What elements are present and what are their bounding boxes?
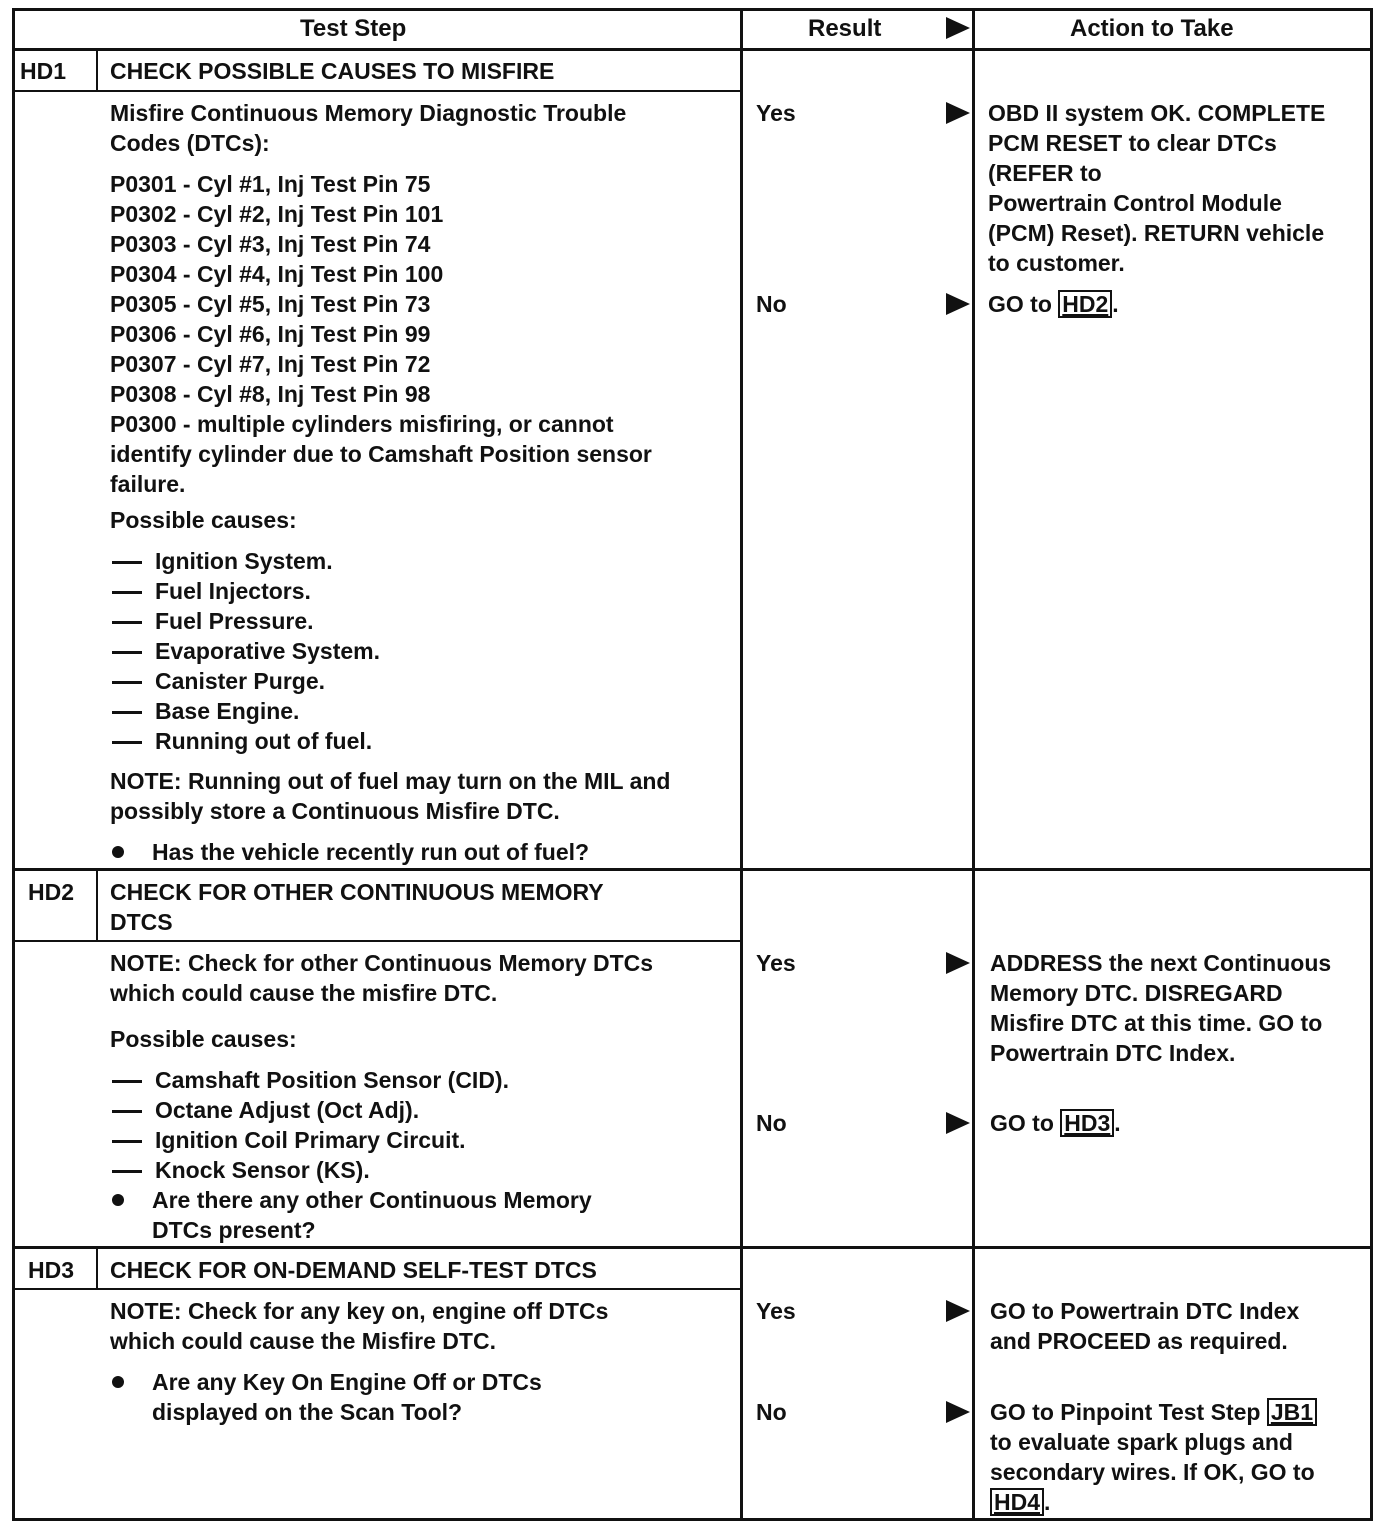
dash-bullet xyxy=(112,711,142,714)
hd1-title: CHECK POSSIBLE CAUSES TO MISFIRE xyxy=(110,58,555,84)
hd1-yes-action-line: PCM RESET to clear DTCs xyxy=(988,130,1277,156)
hd2-question-line: DTCs present? xyxy=(152,1217,316,1243)
hd1-cause-item: Fuel Pressure. xyxy=(155,608,314,634)
hd1-code-line: P0302 - Cyl #2, Inj Test Pin 101 xyxy=(110,201,444,227)
hd1-no-action-prefix: GO to xyxy=(988,291,1052,317)
hd3-no-action-prefix: GO to Pinpoint Test Step xyxy=(990,1399,1261,1425)
bullet-dot xyxy=(112,846,124,858)
no-arrow-icon xyxy=(946,1112,970,1134)
hd3-yes-action-line: GO to Powertrain DTC Index xyxy=(990,1298,1300,1324)
yes-arrow-icon xyxy=(946,1300,970,1322)
hd3-title: CHECK FOR ON-DEMAND SELF-TEST DTCS xyxy=(110,1257,597,1283)
hd1-cause-item: Ignition System. xyxy=(155,548,333,574)
hd1-cause-item: Canister Purge. xyxy=(155,668,325,694)
hd3-no-label: No xyxy=(756,1399,787,1425)
hd1-code-line: P0301 - Cyl #1, Inj Test Pin 75 xyxy=(110,171,431,197)
hd1-step-id: HD1 xyxy=(20,58,67,84)
hd1-yes-action-line: to customer. xyxy=(988,250,1125,276)
hd2-question-line: Are there any other Continuous Memory xyxy=(152,1187,592,1213)
column-divider-action xyxy=(972,8,975,1521)
hd1-yes-action-line: (REFER to xyxy=(988,160,1102,186)
hd1-yes-action-line: OBD II system OK. COMPLETE xyxy=(988,100,1326,126)
row-divider-hd2-hd3 xyxy=(12,1246,1373,1249)
hd2-yes-action-line: Powertrain DTC Index. xyxy=(990,1040,1236,1066)
dash-bullet xyxy=(112,741,142,744)
hd3-question-line: Are any Key On Engine Off or DTCs xyxy=(152,1369,542,1395)
dash-bullet xyxy=(112,561,142,564)
no-arrow-icon xyxy=(946,1401,970,1423)
no-arrow-icon xyxy=(946,293,970,315)
hd1-code-line: P0307 - Cyl #7, Inj Test Pin 72 xyxy=(110,351,431,377)
hd1-code-line: identify cylinder due to Camshaft Position sensor xyxy=(110,441,652,467)
hd3-question-line: displayed on the Scan Tool? xyxy=(152,1399,463,1425)
table-border-bottom xyxy=(12,1518,1373,1521)
hd2-title-line: CHECK FOR OTHER CONTINUOUS MEMORY xyxy=(110,879,604,905)
hd3-no-action-suffix: . xyxy=(1044,1489,1051,1515)
hd3-step-id: HD3 xyxy=(28,1257,75,1283)
hd1-yes-label: Yes xyxy=(756,100,796,126)
yes-arrow-icon xyxy=(946,102,970,124)
table-border-left xyxy=(12,8,15,1521)
hd3-no-action-line xyxy=(990,1397,1317,1427)
dash-bullet xyxy=(112,1170,142,1173)
hd3-yes-label: Yes xyxy=(756,1298,796,1324)
hd2-title-line: DTCS xyxy=(110,909,173,935)
header-bottom-line xyxy=(12,48,1373,51)
hd1-cause-item: Evaporative System. xyxy=(155,638,381,664)
hd1-possible-causes-label: Possible causes: xyxy=(110,507,297,533)
hd1-note-line: possibly store a Continuous Misfire DTC. xyxy=(110,798,560,824)
hd1-intro-line: Misfire Continuous Memory Diagnostic Trouble xyxy=(110,100,627,126)
hd1-code-line: P0306 - Cyl #6, Inj Test Pin 99 xyxy=(110,321,431,347)
hd1-id-box-divider xyxy=(96,48,98,90)
hd3-title-underline xyxy=(12,1288,743,1290)
hd1-code-line: failure. xyxy=(110,471,186,497)
header-test-step: Test Step xyxy=(300,15,407,42)
hd3-reference-link[interactable]: HD3 xyxy=(1060,1109,1114,1137)
hd2-yes-label: Yes xyxy=(756,950,796,976)
hd2-yes-action-line: Memory DTC. DISREGARD xyxy=(990,980,1283,1006)
hd1-no-label: No xyxy=(756,291,787,317)
hd2-no-action-prefix: GO to xyxy=(990,1110,1054,1136)
hd2-yes-action-line: Misfire DTC at this time. GO to xyxy=(990,1010,1323,1036)
hd3-no-action-line: secondary wires. If OK, GO to xyxy=(990,1459,1315,1485)
hd1-cause-item: Running out of fuel. xyxy=(155,728,373,754)
dash-bullet xyxy=(112,621,142,624)
dash-bullet xyxy=(112,591,142,594)
yes-arrow-icon xyxy=(946,952,970,974)
hd2-cause-item: Octane Adjust (Oct Adj). xyxy=(155,1097,420,1123)
hd1-title-underline xyxy=(12,90,743,92)
hd2-note-line: NOTE: Check for other Continuous Memory DTCs xyxy=(110,950,654,976)
hd2-possible-causes-label: Possible causes: xyxy=(110,1026,297,1052)
dash-bullet xyxy=(112,1140,142,1143)
hd1-yes-action-line: (PCM) Reset). RETURN vehicle xyxy=(988,220,1325,246)
dash-bullet xyxy=(112,651,142,654)
hd1-intro-line: Codes (DTCs): xyxy=(110,130,270,156)
hd2-id-box-divider xyxy=(96,868,98,940)
hd2-note-line: which could cause the misfire DTC. xyxy=(110,980,498,1006)
hd1-code-line: P0300 - multiple cylinders misfiring, or cannot xyxy=(110,411,614,437)
hd1-no-action-suffix: . xyxy=(1112,291,1119,317)
hd1-cause-item: Base Engine. xyxy=(155,698,300,724)
table-border-right xyxy=(1370,8,1373,1521)
hd1-cause-item: Fuel Injectors. xyxy=(155,578,311,604)
dash-bullet xyxy=(112,1110,142,1113)
hd3-no-action-line xyxy=(990,1487,1050,1517)
hd1-code-line: P0305 - Cyl #5, Inj Test Pin 73 xyxy=(110,291,431,317)
hd3-note-line: which could cause the Misfire DTC. xyxy=(110,1328,496,1354)
hd3-id-box-divider xyxy=(96,1246,98,1288)
bullet-dot xyxy=(112,1376,124,1388)
column-divider-result xyxy=(740,8,743,1521)
hd1-yes-action-line: Powertrain Control Module xyxy=(988,190,1282,216)
hd3-note-line: NOTE: Check for any key on, engine off DTCs xyxy=(110,1298,609,1324)
header-arrow-icon xyxy=(946,17,970,39)
hd1-note-line: NOTE: Running out of fuel may turn on the MIL and xyxy=(110,768,671,794)
hd3-yes-action-line: and PROCEED as required. xyxy=(990,1328,1288,1354)
hd2-step-id: HD2 xyxy=(28,879,75,905)
hd4-reference-link[interactable]: HD4 xyxy=(990,1488,1044,1516)
hd2-no-label: No xyxy=(756,1110,787,1136)
hd1-code-line: P0304 - Cyl #4, Inj Test Pin 100 xyxy=(110,261,444,287)
hd2-title-underline xyxy=(12,940,743,942)
row-divider-hd1-hd2 xyxy=(12,868,1373,871)
hd2-cause-item: Ignition Coil Primary Circuit. xyxy=(155,1127,466,1153)
hd2-cause-item: Camshaft Position Sensor (CID). xyxy=(155,1067,509,1093)
table-border-top xyxy=(12,8,1373,11)
hd1-no-action xyxy=(988,289,1119,319)
hd1-code-line: P0303 - Cyl #3, Inj Test Pin 74 xyxy=(110,231,431,257)
hd2-yes-action-line: ADDRESS the next Continuous xyxy=(990,950,1332,976)
hd2-no-action-suffix: . xyxy=(1114,1110,1121,1136)
jb1-reference-link[interactable]: JB1 xyxy=(1267,1398,1317,1426)
hd1-code-line: P0308 - Cyl #8, Inj Test Pin 98 xyxy=(110,381,431,407)
header-action: Action to Take xyxy=(1070,15,1234,42)
hd2-no-action xyxy=(990,1108,1121,1138)
hd3-no-action-line: to evaluate spark plugs and xyxy=(990,1429,1293,1455)
bullet-dot xyxy=(112,1194,124,1206)
header-result: Result xyxy=(808,15,882,42)
hd2-reference-link[interactable]: HD2 xyxy=(1058,290,1112,318)
hd1-question: Has the vehicle recently run out of fuel? xyxy=(152,839,590,865)
dash-bullet xyxy=(112,1080,142,1083)
hd2-cause-item: Knock Sensor (KS). xyxy=(155,1157,370,1183)
dash-bullet xyxy=(112,681,142,684)
